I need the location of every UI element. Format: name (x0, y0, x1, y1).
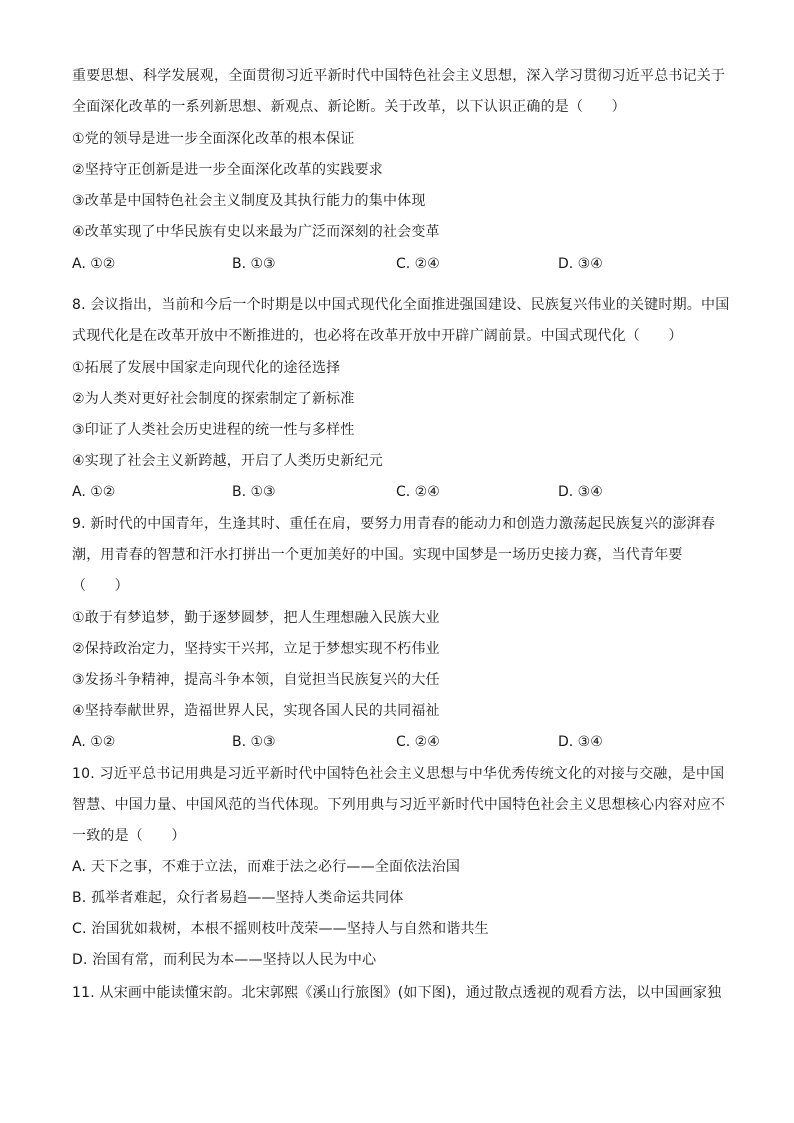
q8-statement-3: ③印证了人类社会历史进程的统一性与多样性 (72, 422, 355, 438)
q8-option-a[interactable]: A. ①② (72, 484, 116, 500)
q7-statement-4: ④改革实现了中华民族有史以来最为广泛而深刻的社会变革 (72, 224, 440, 240)
q7-statement-2: ②坚持守正创新是进一步全面深化改革的实践要求 (72, 162, 383, 178)
q9-stem-line-3: （ ） (72, 578, 129, 594)
q8-options (72, 482, 732, 502)
q7-options (72, 254, 732, 274)
q10-choice-c[interactable]: C. 治国犹如栽树，本根不摇则枝叶茂荣——坚持人与自然和谐共生 (72, 921, 489, 937)
q9-option-c[interactable]: C. ②④ (396, 734, 440, 750)
q11-stem-line-1: 11. 从宋画中能读懂宋韵。北宋郭熙《溪山行旅图》(如下图)，通过散点透视的观看方法，以中国画家独 (72, 985, 722, 1001)
q9-stem-line-2: 潮，用青春的智慧和汗水打拼出一个更加美好的中国。实现中国梦是一场历史接力赛，当代青年要 (72, 547, 683, 563)
q8-option-b[interactable]: B. ①③ (232, 484, 276, 500)
q8-option-d[interactable]: D. ③④ (558, 484, 603, 500)
q9-statement-3: ③发扬斗争精神，提高斗争本领，自觉担当民族复兴的大任 (72, 672, 440, 688)
q9-statement-4: ④坚持奉献世界，造福世界人民，实现各国人民的共同福祉 (72, 703, 440, 719)
q7-option-c[interactable]: C. ②④ (396, 256, 440, 272)
q8-stem-line-2: 式现代化是在改革开放中不断推进的，也必将在改革开放中开辟广阔前景。中国式现代化（ ） (72, 328, 683, 344)
q9-stem-line-1: 9. 新时代的中国青年，生逢其时、重任在肩，要努力用青春的能动力和创造力激荡起民族复兴的澎湃春 (72, 516, 716, 532)
q8-statement-4: ④实现了社会主义新跨越，开启了人类历史新纪元 (72, 453, 383, 469)
q7-statement-1: ①党的领导是进一步全面深化改革的根本保证 (72, 131, 355, 147)
q7-option-b[interactable]: B. ①③ (232, 256, 276, 272)
q9-statement-2: ②保持政治定力，坚持实干兴邦，立足于梦想实现不朽伟业 (72, 641, 440, 657)
q9-option-b[interactable]: B. ①③ (232, 734, 276, 750)
q10-stem-line-2: 智慧、中国力量、中国风范的当代体现。下列用典与习近平新时代中国特色社会主义思想核心内容对应不 (72, 797, 726, 813)
q9-option-d[interactable]: D. ③④ (558, 734, 603, 750)
q10-choice-d[interactable]: D. 治国有常，而利民为本——坚持以人民为中心 (72, 952, 377, 968)
q7-statement-3: ③改革是中国特色社会主义制度及其执行能力的集中体现 (72, 193, 426, 209)
q9-statement-1: ①敢于有梦追梦，勤于逐梦圆梦，把人生理想融入民族大业 (72, 610, 440, 626)
q7-option-a[interactable]: A. ①② (72, 256, 116, 272)
q8-stem-line-1: 8. 会议指出，当前和今后一个时期是以中国式现代化全面推进强国建设、民族复兴伟业的关键时期。中国 (72, 297, 730, 313)
q10-stem-line-1: 10. 习近平总书记用典是习近平新时代中国特色社会主义思想与中华优秀传统文化的对接与交融，是中国 (72, 766, 725, 782)
q7-stem-line-2: 全面深化改革的一系列新思想、新观点、新论断。关于改革，以下认识正确的是（ ） (72, 99, 626, 115)
q8-statement-2: ②为人类对更好社会制度的探索制定了新标准 (72, 391, 355, 407)
q9-options (72, 732, 732, 752)
q10-stem-line-3: 一致的是（ ） (72, 828, 186, 844)
q8-statement-1: ①拓展了发展中国家走向现代化的途径选择 (72, 360, 341, 376)
q7-stem-line-1: 重要思想、科学发展观，全面贯彻习近平新时代中国特色社会主义思想，深入学习贯彻习近平总书记关于 (72, 68, 726, 84)
q9-option-a[interactable]: A. ①② (72, 734, 116, 750)
q7-option-d[interactable]: D. ③④ (558, 256, 603, 272)
q10-choice-a[interactable]: A. 天下之事，不难于立法，而难于法之必行——全面依法治国 (72, 859, 461, 875)
q10-choice-b[interactable]: B. 孤举者难起，众行者易趋——坚持人类命运共同体 (72, 890, 404, 906)
q8-option-c[interactable]: C. ②④ (396, 484, 440, 500)
